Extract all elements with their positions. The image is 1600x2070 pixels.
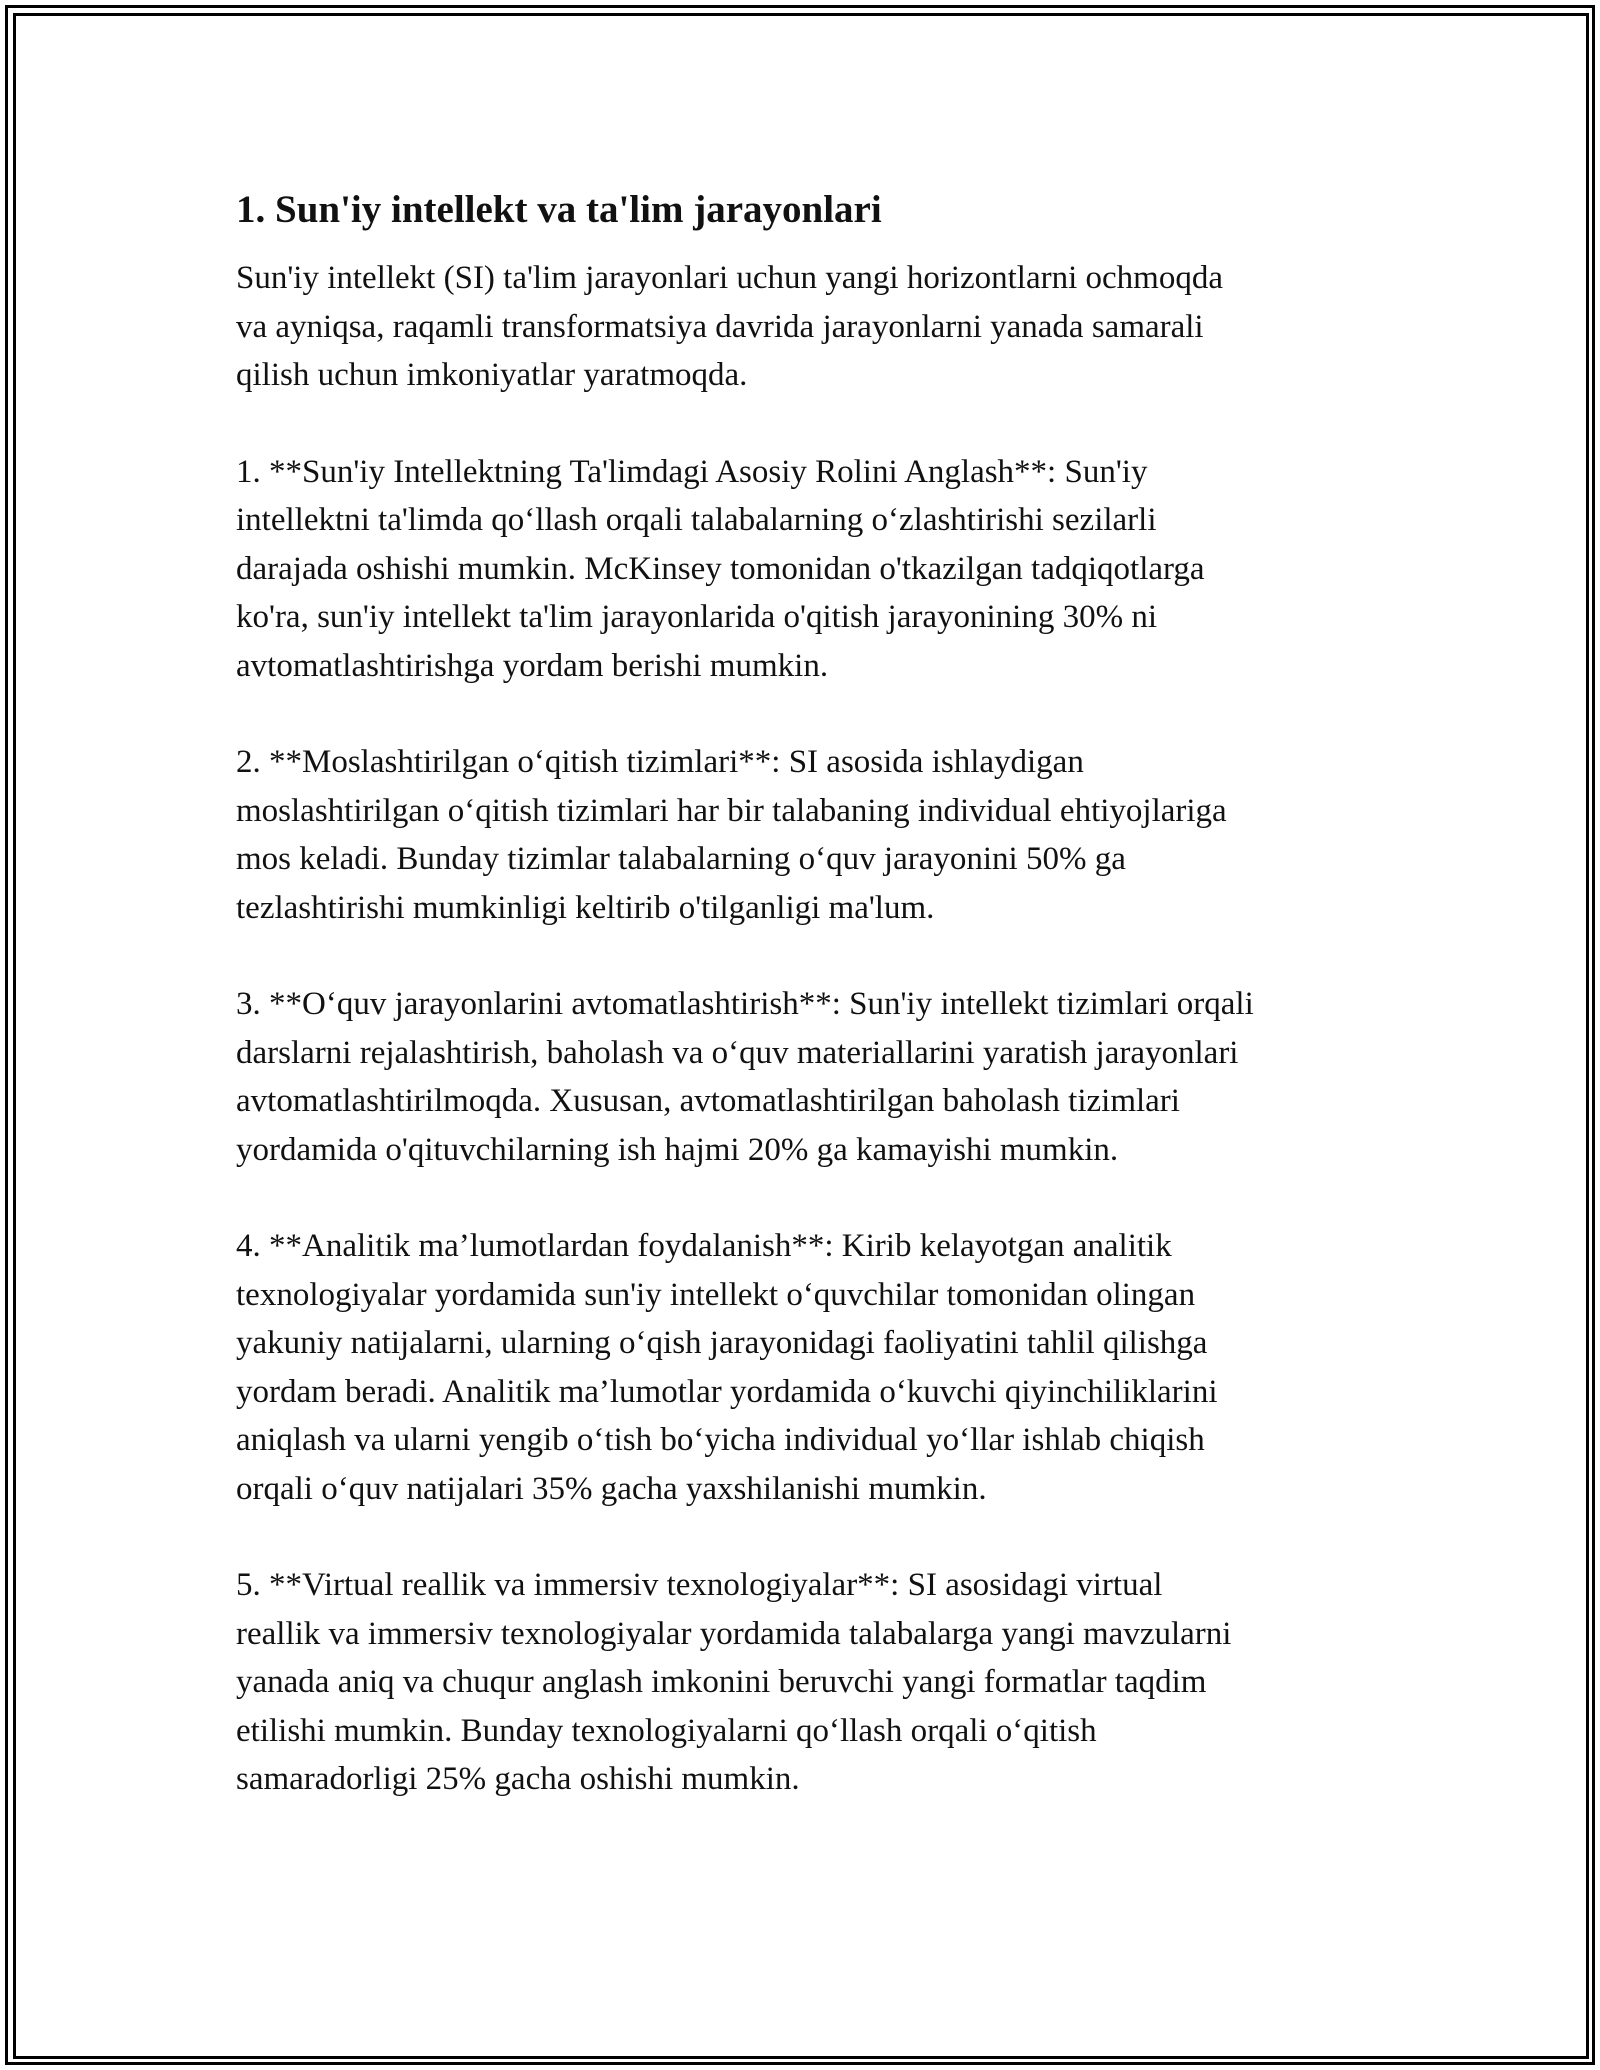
intro-paragraph: Sun'iy intellekt (SI) ta'lim jarayonlari uchun yangi horizontlarni ochmoqda va ayniqsa, raqamli transformatsiya davrida jarayonlarni yanada samarali qilish uchun imkoniyatlar yaratmoqda. — [236, 260, 1223, 393]
paragraph-item-1: 1. **Sun'iy Intellektning Ta'limdagi Asosiy Rolini Anglash**: Sun'iy intellektni ta'limda qo‘llash orqali talabalarning o‘zlashtirishi sezilarli darajada oshishi mumkin. McKinsey tomonidan o'tkazilgan tadqiqotlarga ko'ra, sun'iy intellekt ta'lim jarayonlarida o'qitish jarayonining 30% ni avtomatlashtirishga yordam berishi mumkin. — [236, 453, 1205, 684]
document-body — [236, 186, 1376, 1852]
paragraph-item-5: 5. **Virtual reallik va immersiv texnologiyalar**: SI asosidagi virtual reallik va immersiv texnologiyalar yordamida talabalarga yangi mavzularni yanada aniq va chuqur anglash imkonini beruvchi yangi formatlar taqdim etilishi mumkin. Bunday texnologiyalarni qo‘llash orqali o‘qitish samaradorligi 25% gacha oshishi mumkin. — [236, 1567, 1232, 1797]
paragraph-item-2: 2. **Moslashtirilgan o‘qitish tizimlari**: SI asosida ishlaydigan moslashtirilgan o‘qitish tizimlari har bir talabaning individual ehtiyojlariga mos keladi. Bunday tizimlar talabalarning o‘quv jarayonini 50% ga tezlashtirishi mumkinligi keltirib o'tilganligi ma'lum. — [236, 744, 1227, 926]
page-title: 1. Sun'iy intellekt va ta'lim jarayonlari — [236, 188, 882, 231]
paragraph-item-4: 4. **Analitik ma’lumotlardan foydalanish**: Kirib kelayotgan analitik texnologiyalar yordamida sun'iy intellekt o‘quvchilar tomonidan olingan yakuniy natijalarni, ularning o‘qish jarayonidagi faoliyatini tahlil qilishga yordam beradi. Analitik ma’lumotlar yordamida o‘kuvchi qiyinchiliklarini aniqlash va ularni yengib o‘tish bo‘yicha individual yo‘llar ishlab chiqish orqali o‘quv natijalari 35% gacha yaxshilanishi mumkin. — [236, 1228, 1218, 1507]
paragraph-item-3: 3. **O‘quv jarayonlarini avtomatlashtirish**: Sun'iy intellekt tizimlari orqali darslarni rejalashtirish, baholash va o‘quv materiallarini yaratish jarayonlari avtomatlashtirilmoqda. Xususan, avtomatlashtirilgan baholash tizimlari yordamida o'qituvchilarning ish hajmi 20% ga kamayishi mumkin. — [236, 986, 1254, 1168]
